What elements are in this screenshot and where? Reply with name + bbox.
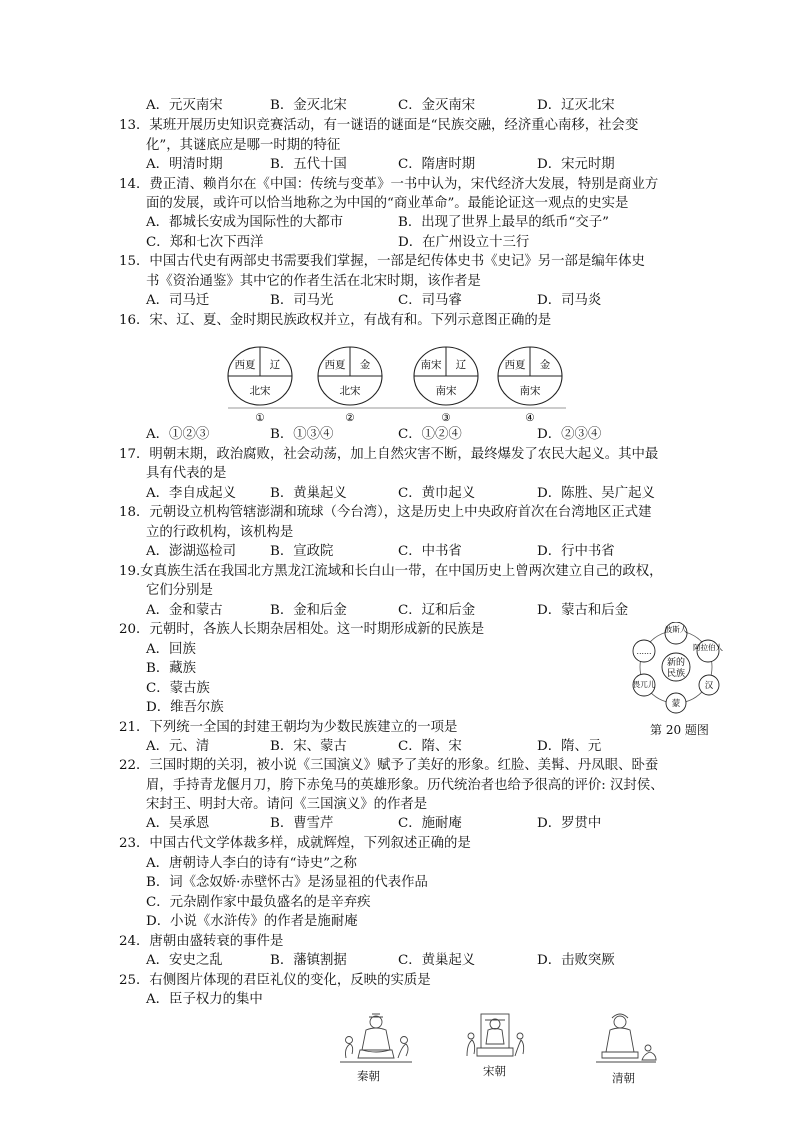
q19-option-c: C．辽和后金 [398,603,476,618]
svg-text:新的: 新的 [666,658,686,668]
q13-stem-line1: 13．某班开展历史知识竞赛活动，有一谜语的谜面是“民族交融，经济重心南移，社会变 [119,118,639,133]
q20-ethnic-diagram [626,622,726,722]
q16-pie4-bottom: 南宋 [519,385,541,397]
q24-stem-line1: 24．唐朝由盛转衰的事件是 [119,934,284,949]
q20-node-uighur [633,674,656,696]
svg-text:……: …… [636,647,652,656]
q19-stem-line2: 它们分别是 [146,583,213,598]
q16-pie1-bottom: 北宋 [249,385,271,397]
q25-qing-illustration [590,1008,660,1068]
q20-node-ellipsis [633,640,655,662]
q16-pie-diagrams [222,344,572,426]
q17-stem-line1: 17．明朝末期，政治腐败，社会动荡，加上自然灾害不断，最终爆发了农民大起义。其中最 [119,447,659,462]
q18-stem-line1: 18．元朝设立机构管辖澎湖和琉球（今台湾），这是历史上中央政府首次在台湾地区正式建 [119,505,652,520]
q18-option-c: C．中书省 [398,544,462,559]
q12-option-b: B．金灭北宋 [270,98,347,113]
q13-stem-line2: 化”，其谜底应是哪一时期的特征 [146,138,341,153]
q23-option-a: A．唐朝诗人李白的诗有“诗史”之称 [146,856,357,871]
q17-option-c: C．黄巾起义 [398,486,476,501]
q16-pie2-number: ② [345,412,355,424]
q12-option-d: D．辽灭北宋 [537,98,615,113]
q16-pie2-topleft: 西夏 [324,359,346,371]
q15-option-a: A．司马迁 [146,293,210,308]
q16-pie2-topright: 金 [359,359,371,371]
q16-pie1-topright: 辽 [269,359,281,371]
q16-pie3-topright: 辽 [455,359,467,371]
q15-stem-line2: 书《资治通鉴》其中它的作者生活在北宋时期，该作者是 [146,274,481,289]
q19-option-d: D．蒙古和后金 [537,603,629,618]
q17-option-b: B．黄巢起义 [270,486,347,501]
q20-option-c: C．蒙古族 [146,681,210,696]
q25-caption-qing: 清朝 [612,1071,635,1085]
q25-song-illustration [463,1010,527,1062]
q20-option-d: D．维吾尔族 [146,700,224,715]
q20-option-b: B．藏族 [146,661,197,676]
svg-text:汉: 汉 [704,681,714,691]
q21-option-d: D．隋、元 [537,739,602,754]
q16-stem-line1: 16．宋、辽、夏、金时期民族政权并立，有战有和。下列示意图正确的是 [119,313,552,328]
q21-stem-line1: 21．下列统一全国的封建王朝均为少数民族建立的一项是 [119,720,458,735]
q21-option-c: C．隋、宋 [398,739,462,754]
q23-stem-line1: 23．中国古代文学体裁多样，成就辉煌，下列叙述正确的是 [119,836,471,851]
q19-option-a: A．金和蒙古 [146,603,223,618]
q25-qin-illustration [336,1010,416,1068]
q16-pie-1 [228,347,292,424]
q17-option-d: D．陈胜、吴广起义 [537,486,655,501]
q13-option-d: D．宋元时期 [537,157,615,172]
q16-pie3-topleft: 南宋 [420,359,442,371]
q21-option-b: B．宋、蒙古 [270,739,347,754]
q16-pie3-number: ③ [441,412,451,424]
q13-option-b: B．五代十国 [270,157,347,172]
q25-option-a: A．臣子权力的集中 [146,992,263,1007]
svg-text:畏兀儿: 畏兀儿 [632,680,656,689]
q24-option-d: D．击败突厥 [537,953,615,968]
q21-option-a: A．元、清 [146,739,210,754]
q20-stem-line1: 20．元朝时，各族人长期杂居相处。这一时期形成新的民族是 [119,622,485,637]
q16-option-c: C．①②④ [398,427,462,442]
q19-option-b: B．金和后金 [270,603,347,618]
q22-option-d: D．罗贯中 [537,816,602,831]
q23-option-c: C．元杂剧作家中最负盛名的是辛弃疾 [146,895,371,910]
q17-stem-line2: 具有代表的是 [146,466,227,481]
svg-text:蒙: 蒙 [671,699,681,709]
q25-stem-line1: 25．右侧图片体现的君臣礼仪的变化，反映的实质是 [119,973,431,988]
q14-option-b: B．出现了世界上最早的纸币“交子” [398,215,609,230]
q22-stem-line2: 眉，手持青龙偃月刀，胯下赤兔马的英雄形象。历代统治者也给予很高的评价: 汉封侯、 [146,778,664,793]
q13-option-a: A．明清时期 [146,157,223,172]
q17-option-a: A．李自成起义 [146,486,237,501]
q20-option-a: A．回族 [146,642,196,657]
q14-stem-line2: 面的发展，或许可以恰当地称之为中国的“商业革命”。最能论证这一观点的史实是 [146,196,629,211]
q25-caption-song: 宋朝 [483,1064,506,1078]
svg-text:阿拉伯人: 阿拉伯人 [693,643,723,652]
q22-option-b: B．曹雪芹 [270,816,334,831]
q15-option-d: D．司马炎 [537,293,602,308]
q16-pie4-number: ④ [525,412,535,424]
q14-option-c: C．郑和七次下西洋 [146,235,264,250]
q23-option-b: B．词《念奴娇·赤壁怀古》是汤显祖的代表作品 [146,875,428,890]
q19-stem-line1: 19.女真族生活在我国北方黑龙江流域和长白山一带，在中国历史上曾两次建立自己的政权， [119,564,663,579]
q16-option-d: D．②③④ [537,427,602,442]
q16-option-a: A．①②③ [146,427,210,442]
q14-stem-line1: 14．费正清、赖肖尔在《中国：传统与变革》一书中认为，宋代经济大发展，特别是商业方 [119,177,659,192]
svg-text:民族: 民族 [666,669,686,679]
q16-pie3-bottom: 南宋 [435,385,457,397]
q16-pie-4 [498,347,562,424]
q16-pie-2 [318,347,382,424]
q22-stem-line3: 宋封王、明封大帝。请问《三国演义》的作者是 [146,797,428,812]
q20-node-arab [693,640,723,662]
svg-text:波斯人: 波斯人 [664,625,688,634]
q18-option-a: A．澎湖巡检司 [146,544,237,559]
q20-center-node [662,653,690,681]
q13-option-c: C．隋唐时期 [398,157,476,172]
q24-option-c: C．黄巢起义 [398,953,476,968]
q18-option-d: D．行中书省 [537,544,615,559]
q15-option-c: C．司马睿 [398,293,462,308]
q16-pie1-topleft: 西夏 [234,359,256,371]
q23-option-d: D．小说《水浒传》的作者是施耐庵 [146,914,358,929]
q25-caption-qin: 秦朝 [357,1069,380,1083]
q18-stem-line2: 立的行政机构，该机构是 [146,525,294,540]
q22-option-a: A．吴承恩 [146,816,210,831]
q20-figure-caption: 第 20 题图 [650,723,709,737]
q16-option-b: B．①③④ [270,427,334,442]
q24-option-a: A．安史之乱 [146,953,223,968]
q12-option-c: C．金灭南宋 [398,98,476,113]
q16-pie2-bottom: 北宋 [339,385,361,397]
q20-node-persian [665,622,688,644]
q22-stem-line1: 22．三国时期的关羽，被小说《三国演义》赋予了美好的形象。红脸、美髯、丹凤眼、卧蚕 [119,758,659,773]
q12-option-a: A．元灭南宋 [146,98,223,113]
q16-pie1-number: ① [255,412,265,424]
q22-option-c: C．施耐庵 [398,816,462,831]
q14-option-a: A．都城长安成为国际性的大都市 [146,215,344,230]
q24-option-b: B．藩镇割据 [270,953,347,968]
q16-pie4-topright: 金 [539,359,551,371]
q14-option-d: D．在广州设立十三行 [398,235,530,250]
q16-pie4-topleft: 西夏 [504,359,526,371]
q15-option-b: B．司马光 [270,293,334,308]
q16-pie-3 [414,347,478,424]
q20-node-mongol [666,693,686,713]
q18-option-b: B．宣政院 [270,544,334,559]
q15-stem-line1: 15．中国古代史有两部史书需要我们掌握，一部是纪传体史书《史记》另一部是编年体史 [119,254,645,269]
q20-node-han [699,675,719,695]
